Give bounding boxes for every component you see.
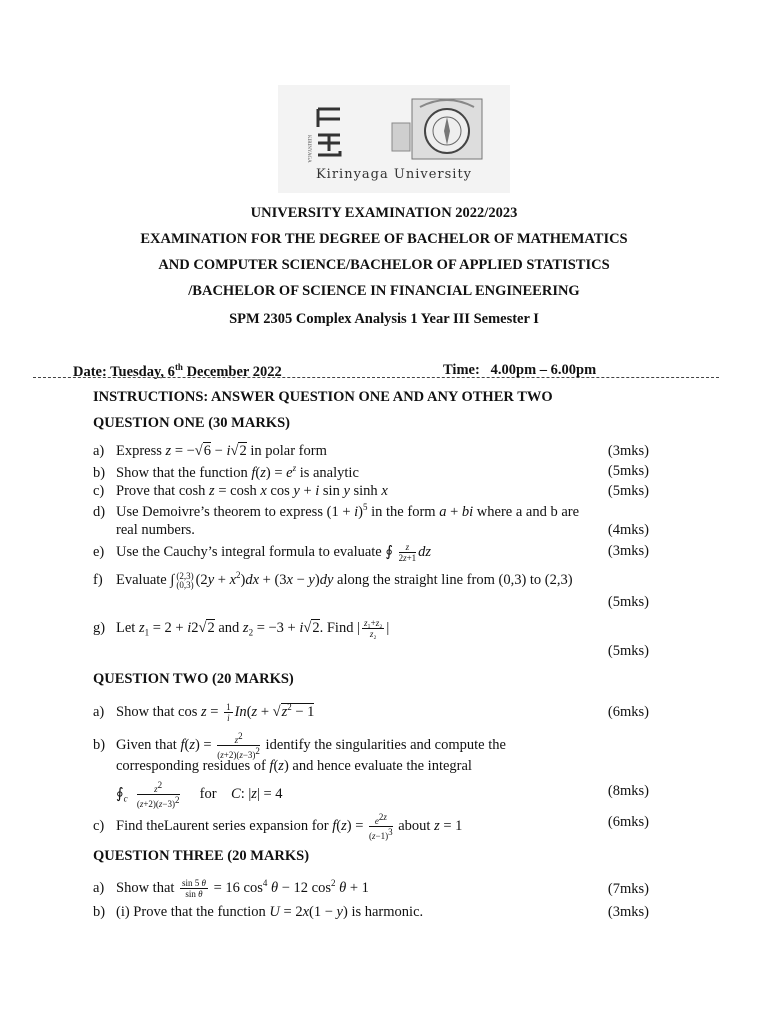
marks: (5mks) — [607, 463, 649, 479]
marks: (5mks) — [607, 594, 649, 610]
exam-heading: UNIVERSITY EXAMINATION 2022/2023 — [250, 205, 518, 221]
item-text: Use Demoivre’s theorem to express — [116, 503, 327, 520]
item-text: in polar form — [246, 443, 327, 459]
q1-g: g) Let $z_1 = 2 + i2√2$ and $z_2 = -3 + i√2$. Find | $\frac{\text{z₁+z₂}}{\text{z₂}}$ | — [93, 618, 390, 639]
q1-d: d) Use Demoivre’s theorem to express $(1 + i)^5$ in the form a + bi where a and b are — [93, 502, 580, 520]
item-text: and — [214, 619, 243, 636]
divider — [33, 377, 719, 378]
q2-b-integral: $∮_c$ $\frac{z^2}{(z+2)(z-3)^2}$ for C: |z| = 4 — [116, 780, 283, 809]
q2-c: c) Find theLaurent series expansion for f(z) = $\frac{e^{2z}}{(z-1)^3}$ about z = 1 — [93, 812, 463, 841]
item-text: is analytic — [296, 464, 359, 481]
marks: (8mks) — [607, 783, 649, 799]
degree-line-3: /BACHELOR OF SCIENCE IN FINANCIAL ENGINEERING — [188, 283, 580, 299]
marks: (6mks) — [607, 814, 649, 830]
university-name: Kirinyaga University — [315, 167, 473, 182]
marks: (3mks) — [607, 543, 649, 559]
instructions: INSTRUCTIONS: ANSWER QUESTION ONE AND ANY OTHER TWO — [93, 389, 553, 405]
degree-line-1: EXAMINATION FOR THE DEGREE OF BACHELOR OF MATHEMATICS — [140, 231, 628, 247]
item-text: Prove that — [116, 483, 179, 499]
marks: (7mks) — [607, 881, 649, 897]
q3-a: a) Show that $\frac{\sin 5 \theta}{\text{sin θ}}$ = 16 $\cos^4 \theta - 12$ $\cos^2 \theta + 1$ — [93, 878, 369, 899]
item-text: where a and b are — [473, 503, 580, 520]
exam-date — [73, 362, 282, 381]
q1-b: b) Show that the function $f(z) = e^z$ is analytic — [93, 463, 359, 481]
exam-time: Time: 4.00pm – 6.00pm — [443, 362, 597, 378]
date-suffix: th — [174, 362, 183, 372]
marks: (5mks) — [607, 643, 649, 659]
item-label: f) — [93, 571, 103, 588]
degree-line-2: AND COMPUTER SCIENCE/BACHELOR OF APPLIED STATISTICS — [158, 257, 610, 273]
q1-e: e) Use the Cauchy’s integral formula to evaluate ∮ $\frac{z}{2z+1}$ dz — [93, 542, 432, 563]
item-label: a) — [93, 703, 105, 720]
item-text: Show that — [116, 879, 179, 896]
item-label: c) — [93, 817, 105, 834]
course-line: SPM 2305 Complex Analysis 1 Year III Semester I — [229, 311, 539, 327]
item-text: Use the Cauchy’s integral formula to evaluate — [116, 543, 386, 560]
date-text: Date: Tuesday, 6 — [73, 363, 175, 380]
item-text: Express — [116, 443, 166, 459]
svg-text:KIRINYAGA: KIRINYAGA — [306, 135, 311, 163]
item-text: Evaluate — [116, 571, 171, 588]
marks: (4mks) — [607, 522, 649, 538]
q2-b-cont: corresponding residues of f(z) and hence evaluate the integral — [116, 758, 472, 774]
question-three-title: QUESTION THREE (20 MARKS) — [93, 848, 310, 864]
item-text: (i) Prove that the function — [116, 904, 270, 920]
item-text: Let — [116, 619, 139, 636]
item-label: c) — [93, 483, 105, 499]
item-text: Show that — [116, 703, 179, 720]
marks: (3mks) — [607, 443, 649, 459]
item-text: for — [199, 785, 217, 802]
q2-a: a) Show that cos z = $\frac{1}{i}$ $In(z + √z^2 - 1$ — [93, 702, 315, 723]
item-text: in the form — [367, 503, 440, 520]
q1-a: a) Express z = −√6 − i√2 in polar form — [93, 443, 327, 459]
item-text: Given that — [116, 736, 181, 753]
question-two-title: QUESTION TWO (20 MARKS) — [93, 671, 294, 687]
logo-graphic-icon — [300, 95, 490, 171]
q2-b: b) Given that f(z) = $\frac{z^2}{(z+2)(z-3)^2}$ identify the singularities and compute the — [93, 731, 506, 760]
item-text: corresponding residues of — [116, 758, 270, 774]
item-text: . Find — [319, 619, 358, 636]
item-text: about — [394, 817, 435, 834]
item-text: along the straight line from (0,3) to (2,3) — [333, 571, 573, 588]
item-label: a) — [93, 879, 105, 896]
marks: (6mks) — [607, 704, 649, 720]
item-label: a) — [93, 443, 105, 459]
item-text: Show that the function — [116, 464, 252, 481]
q1-d-cont: real numbers. — [116, 522, 195, 538]
question-one-title: QUESTION ONE (30 MARKS) — [93, 415, 290, 431]
item-label: b) — [93, 736, 106, 753]
item-label: b) — [93, 904, 106, 920]
q1-c: c) Prove that cosh z = cosh x cos y + i sin y sinh x — [93, 483, 388, 499]
q1-f: f) Evaluate ∫ (2,3) (0,3) $(2y + x^2)dx + (3x - y)dy$ along the straight line from (0,3) to (2,3) — [93, 570, 573, 590]
item-label: e) — [93, 543, 105, 560]
item-text: is harmonic. — [347, 904, 424, 920]
item-text: Find theLaurent series expansion for — [116, 817, 333, 834]
item-label: d) — [93, 503, 106, 520]
university-logo — [278, 85, 510, 193]
item-text: identify the singularities and compute the — [261, 736, 506, 753]
item-label: g) — [93, 619, 106, 636]
q3-b: b) (i) Prove that the function U = 2x(1 − y) is harmonic. — [93, 904, 424, 920]
date-rest: December 2022 — [182, 363, 282, 380]
item-text: and hence evaluate the integral — [288, 758, 472, 774]
item-label: b) — [93, 464, 106, 481]
marks: (5mks) — [607, 483, 649, 499]
marks: (3mks) — [607, 904, 649, 920]
